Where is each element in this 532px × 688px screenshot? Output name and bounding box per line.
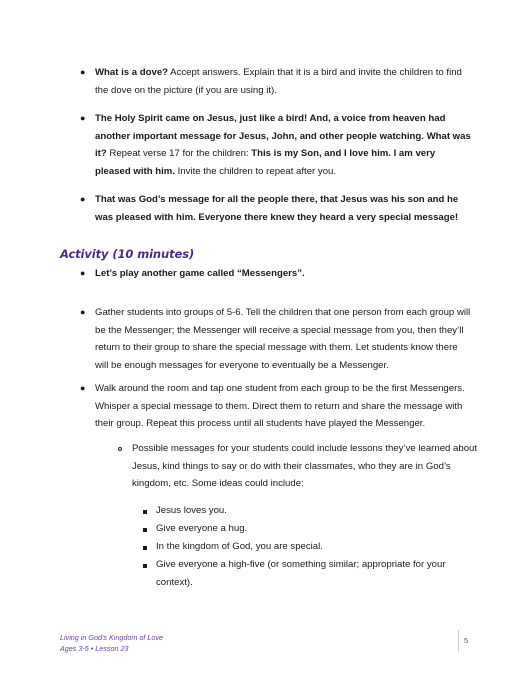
idea-text: Give everyone a high-five (or something similar; appropriate for your context). bbox=[156, 559, 446, 588]
bullet-text: Let’s play another game called “Messengers”. bbox=[95, 268, 305, 279]
bullet-text: The Holy Spirit came on Jesus, just like a bird! And, a voice from heaven had another important message for Jesus, John, and other people watching. What was it? Repeat verse 17 for the children: This is my Son, and I love him. I am very pleased with him. Invite the children to repeat after you. bbox=[95, 113, 471, 177]
bullet-dot: ● bbox=[80, 268, 86, 278]
idea-item bbox=[156, 556, 446, 591]
sub-bullet-marker bbox=[118, 447, 122, 451]
idea-item bbox=[156, 502, 227, 520]
bullet-dot: ● bbox=[80, 307, 86, 317]
bullet-holy-spirit bbox=[95, 110, 471, 180]
sub-bullet-possible-messages bbox=[132, 440, 477, 493]
idea-marker bbox=[143, 564, 147, 568]
idea-marker bbox=[143, 528, 147, 532]
bullet-dot: ● bbox=[80, 383, 86, 393]
footer-title: Living in God’s Kingdom of Love bbox=[60, 633, 163, 642]
idea-item bbox=[156, 538, 323, 556]
bullet-text: Walk around the room and tap one student from each group to be the first Messengers. Whisper a special message to them. Direct them to return and share the message with their group. Repeat this process until all students have played the Messenger. bbox=[95, 383, 465, 430]
bullet-text: Gather students into groups of 5-6. Tell the children that one person from each group will be the Messenger; the Messenger will receive a special message from you, then they’ll return to their group to share the special message with them. Let students know there will be enough messages for everyone to eventually be a Messenger. bbox=[95, 307, 471, 371]
bullet-dot: ● bbox=[80, 113, 86, 123]
bullet-gods-message bbox=[95, 191, 458, 226]
footer bbox=[60, 632, 163, 654]
bullet-walk-around bbox=[95, 380, 465, 433]
sub-bullet-text: Possible messages for your students could include lessons they’ve learned about Jesus, kind things to say or do with their classmates, who they are in God’s kingdom, etc. Some ideas could include: bbox=[132, 443, 478, 490]
bullet-dove-question bbox=[95, 64, 462, 99]
bullet-text: What is a dove? Accept answers. Explain that it is a bird and invite the children to find the dove on the picture (if you are using it). bbox=[95, 67, 462, 96]
bullet-dot: ● bbox=[80, 194, 86, 204]
footer-divider bbox=[458, 630, 459, 652]
bullet-gather-students bbox=[95, 304, 470, 374]
idea-item bbox=[156, 520, 247, 538]
idea-text: Jesus loves you. bbox=[156, 505, 227, 516]
activity-heading: Activity (10 minutes) bbox=[60, 247, 195, 261]
bullet-text: That was God’s message for all the people there, that Jesus was his son and he was pleased with him. Everyone there knew they heard a very special message! bbox=[95, 194, 459, 223]
idea-text: Give everyone a hug. bbox=[156, 523, 248, 534]
bullet-messengers-game bbox=[95, 265, 305, 283]
footer-subtitle: Ages 3-5 • Lesson 23 bbox=[60, 644, 129, 653]
page-number: 5 bbox=[464, 636, 469, 645]
idea-marker bbox=[143, 546, 147, 550]
idea-marker bbox=[143, 510, 147, 514]
bullet-dot: ● bbox=[80, 67, 86, 77]
idea-text: In the kingdom of God, you are special. bbox=[156, 541, 323, 552]
